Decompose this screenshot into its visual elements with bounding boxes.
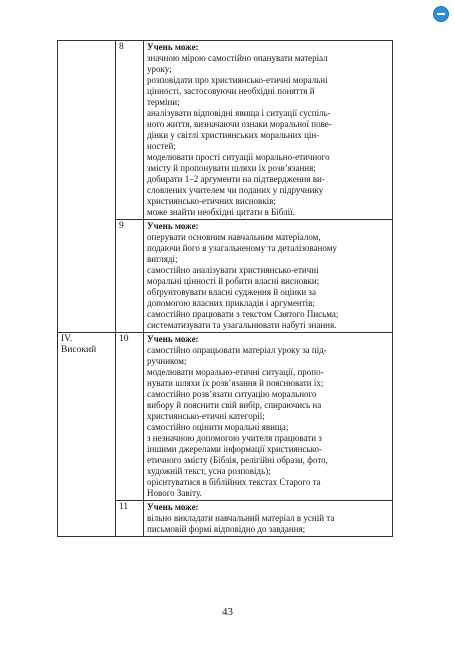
criteria-line: християнсько-етичні категорії; xyxy=(147,411,265,421)
criteria-line: вільно викладати навчальний матеріал в усній та xyxy=(147,513,335,523)
criteria-line: оперувати основним навчальним матеріалом, xyxy=(147,232,321,242)
criteria-line: словлених учителем чи поданих у підручнику xyxy=(147,185,324,195)
criteria-line: аналізувати відповідні явища і ситуації суспіль- xyxy=(147,108,331,118)
criteria-line: етичного змісту (Біблія, релігійні образи, фото, xyxy=(147,455,328,465)
level-cell xyxy=(58,41,116,333)
criteria-line: допомогою власних прикладів і аргументів; xyxy=(147,298,315,308)
criteria-cell xyxy=(144,501,393,537)
criteria-line: вибору й пояснити свій вибір, спираючись на xyxy=(147,400,322,410)
criteria-line: ностей; xyxy=(147,141,176,151)
criteria-line: з незначною допомогою учителя працювати з xyxy=(147,433,322,443)
criteria-line: самостійно розв’язати ситуацію морального xyxy=(147,389,317,399)
criteria-line: розповідати про християнсько-етичні моральні xyxy=(147,75,328,85)
score-cell: 11 xyxy=(116,501,144,537)
brand-badge-icon xyxy=(433,6,449,22)
score-cell: 9 xyxy=(116,220,144,333)
criteria-line: добирати 1–2 аргументи на підтвердження ви- xyxy=(147,174,325,184)
criteria-cell xyxy=(144,220,393,333)
criteria-line: обґрунтовувати власні судження й оцінки за xyxy=(147,287,316,297)
criteria-heading: Учень може: xyxy=(147,42,199,52)
criteria-line: ного життя, визначаючи ознаки моральної пове- xyxy=(147,119,332,129)
criteria-cell xyxy=(144,333,393,501)
criteria-line: письмовій формі відповідно до завдання; xyxy=(147,524,306,534)
criteria-line: ручником; xyxy=(147,356,187,366)
page-number: 43 xyxy=(222,606,233,618)
table-row xyxy=(58,41,393,220)
criteria-line: орієнтуватися в біблійних текстах Старого та xyxy=(147,477,321,487)
criteria-line: нувати шляхи їх розв’язання й пояснювати їх; xyxy=(147,378,324,388)
criteria-line: самостійно оцінити моральні явища; xyxy=(147,422,289,432)
criteria-line: змісту й пропонувати шляхи їх розв’язання; xyxy=(147,163,316,173)
criteria-line: християнсько-етичних висновків; xyxy=(147,196,276,206)
criteria-line: подаючи його в узагальненому та деталізованому xyxy=(147,243,337,253)
criteria-line: дінки у світлі християнських моральних цін- xyxy=(147,130,320,140)
criteria-line: цінності, застосовуючи необхідні поняття й xyxy=(147,86,315,96)
criteria-line: іншими джерелами інформації християнсько- xyxy=(147,444,322,454)
criteria-line: терміни; xyxy=(147,97,180,107)
criteria-heading: Учень може: xyxy=(147,334,199,344)
criteria-line: Нового Завіту. xyxy=(147,488,202,498)
criteria-line: вигляді; xyxy=(147,254,178,264)
criteria-heading: Учень може: xyxy=(147,221,199,231)
criteria-line: уроку; xyxy=(147,64,172,74)
criteria-line: самостійно працювати з текстом Святого Письма; xyxy=(147,309,339,319)
table-row xyxy=(58,333,393,501)
score-cell: 10 xyxy=(116,333,144,501)
criteria-line: моральні цінності й робити власні висновки; xyxy=(147,276,320,286)
criteria-heading: Учень може: xyxy=(147,502,199,512)
criteria-line: може знайти необхідні цитати в Біблії. xyxy=(147,207,295,217)
criteria-cell xyxy=(144,41,393,220)
score-cell: 8 xyxy=(116,41,144,220)
criteria-line: моделювати прості ситуації морально-етичного xyxy=(147,152,330,162)
criteria-line: самостійно аналізувати християнсько-етичні xyxy=(147,265,319,275)
criteria-line: значною мірою самостійно опанувати матеріал xyxy=(147,53,328,63)
criteria-line: самостійно опрацьовати матеріал уроку за під- xyxy=(147,345,327,355)
criteria-line: систематизувати та узагальнювати набуті знання. xyxy=(147,320,337,330)
level-cell: IV. Високий xyxy=(58,333,116,537)
evaluation-criteria-table xyxy=(57,40,393,537)
criteria-line: моделювати морально-етичні ситуації, пропо- xyxy=(147,367,324,377)
criteria-line: художній текст, усна розповідь); xyxy=(147,466,271,476)
